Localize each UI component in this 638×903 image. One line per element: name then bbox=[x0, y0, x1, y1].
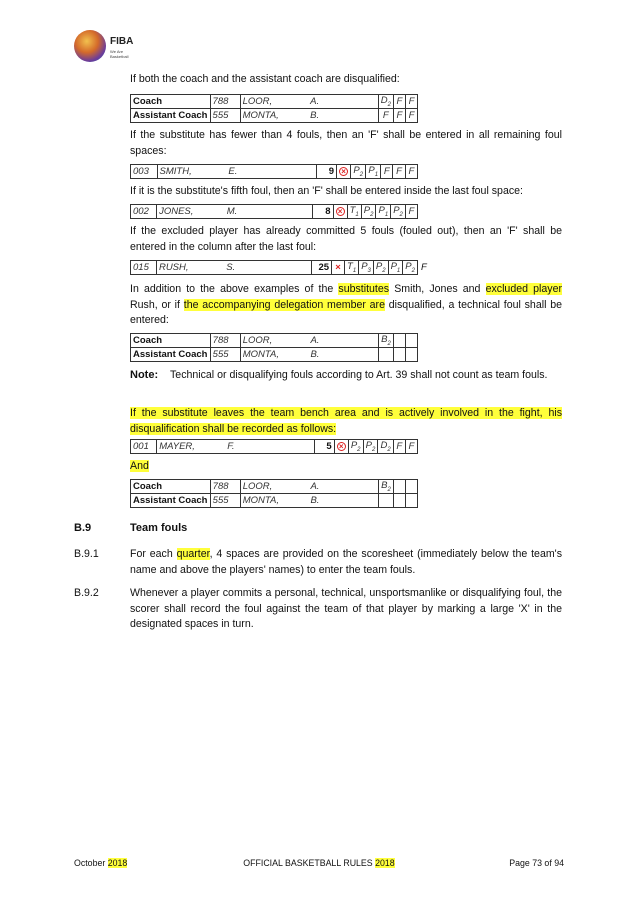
paragraph-technical-foul: In addition to the above examples of the substitutes Smith, Jones and excluded player Rush, or if the accompanying delegation member are disqualified, a technical foul shall be entered: bbox=[130, 283, 562, 326]
clause-text-b91: For each quarter, 4 spaces are provided on the scoresheet (immediately below the team's name and above the players' names) to enter the team fouls. bbox=[130, 548, 562, 576]
player-table-rush bbox=[130, 260, 418, 275]
player-table-smith bbox=[130, 164, 418, 179]
paragraph-excluded-player: If the excluded player has already committed 5 fouls (fouled out), then an 'F' shall be entered in the column after the last foul: bbox=[130, 225, 562, 253]
table-row: 003 SMITH, E. 9 × $P_2$ $P_1$ F F F bbox=[131, 165, 418, 179]
fiba-logo bbox=[74, 30, 142, 62]
logo-text: FIBA bbox=[110, 36, 134, 47]
table-row: 015 RUSH, S. 25 × $T_1$ $P_3$ $P_2$ $P_1$ $P_2$ bbox=[131, 261, 418, 275]
clause-number-b92: B.9.2 bbox=[74, 587, 99, 599]
section-number: B.9 bbox=[74, 522, 92, 534]
footer-page-number: Page 73 of 94 bbox=[509, 858, 564, 868]
table-row: Coach 788 LOOR, A. $B_2$ bbox=[131, 334, 418, 348]
paragraph-fifth-foul: If it is the substitute's fifth foul, then an 'F' shall be entered inside the last foul space: bbox=[130, 185, 523, 197]
clause-text-b92: Whenever a player commits a personal, technical, unsportsmanlike or disqualifying foul, the scorer shall record the foul against the team of that player by marking a large 'X' in the designated spaces in turn. bbox=[130, 587, 562, 630]
footer-title: OFFICIAL BASKETBALL RULES 2018 bbox=[243, 858, 395, 868]
footer-date: October 2018 bbox=[74, 858, 128, 868]
section-title: Team fouls bbox=[130, 522, 188, 534]
table-row: Assistant Coach 555 MONTA, B. bbox=[131, 348, 418, 362]
after-foul-mark: F bbox=[421, 262, 427, 273]
table-row: 002 JONES, M. 8 × $T_1$ $P_2$ $P_1$ $P_2$ F bbox=[131, 205, 418, 219]
coach-table-technical bbox=[130, 333, 418, 362]
paragraph-bench-fight: If the substitute leaves the team bench area and is actively involved in the fight, his disqualification shall be recorded as follows: bbox=[130, 407, 562, 435]
disqualification-circle-icon: × bbox=[336, 207, 345, 216]
table-row: Coach 788 LOOR, A. $D_2$ F F bbox=[131, 95, 418, 109]
table-row: 001 MAYER, F. 5 × $P_2$ $P_2$ $D_2$ F F bbox=[131, 440, 418, 454]
clause-number-b91: B.9.1 bbox=[74, 548, 99, 560]
player-table-jones bbox=[130, 204, 418, 219]
player-row-rush bbox=[130, 260, 430, 276]
coach-table-disqualified bbox=[130, 94, 418, 123]
disqualification-circle-icon: × bbox=[339, 167, 348, 176]
and-label: And bbox=[130, 460, 149, 472]
fiba-globe-icon bbox=[74, 30, 106, 62]
note-text: Technical or disqualifying fouls according to Art. 39 shall not count as team fouls. bbox=[170, 369, 548, 381]
logo-tagline: We Are Basketball bbox=[110, 49, 129, 59]
coach-table-fight bbox=[130, 479, 418, 508]
player-table-mayer bbox=[130, 439, 418, 454]
paragraph-substitute-few-fouls: If the substitute has fewer than 4 fouls, then an 'F' shall be entered in all remaining foul spaces: bbox=[130, 129, 562, 157]
table-row: Coach 788 LOOR, A. $B_2$ bbox=[131, 480, 418, 494]
paragraph-coach-disqualified: If both the coach and the assistant coach are disqualified: bbox=[130, 73, 400, 85]
x-mark: × bbox=[332, 261, 345, 275]
table-row: Assistant Coach 555 MONTA, B. F F F bbox=[131, 109, 418, 123]
disqualification-circle-icon: × bbox=[337, 442, 346, 451]
table-row: Assistant Coach 555 MONTA, B. bbox=[131, 494, 418, 508]
note-label: Note: bbox=[130, 369, 159, 381]
